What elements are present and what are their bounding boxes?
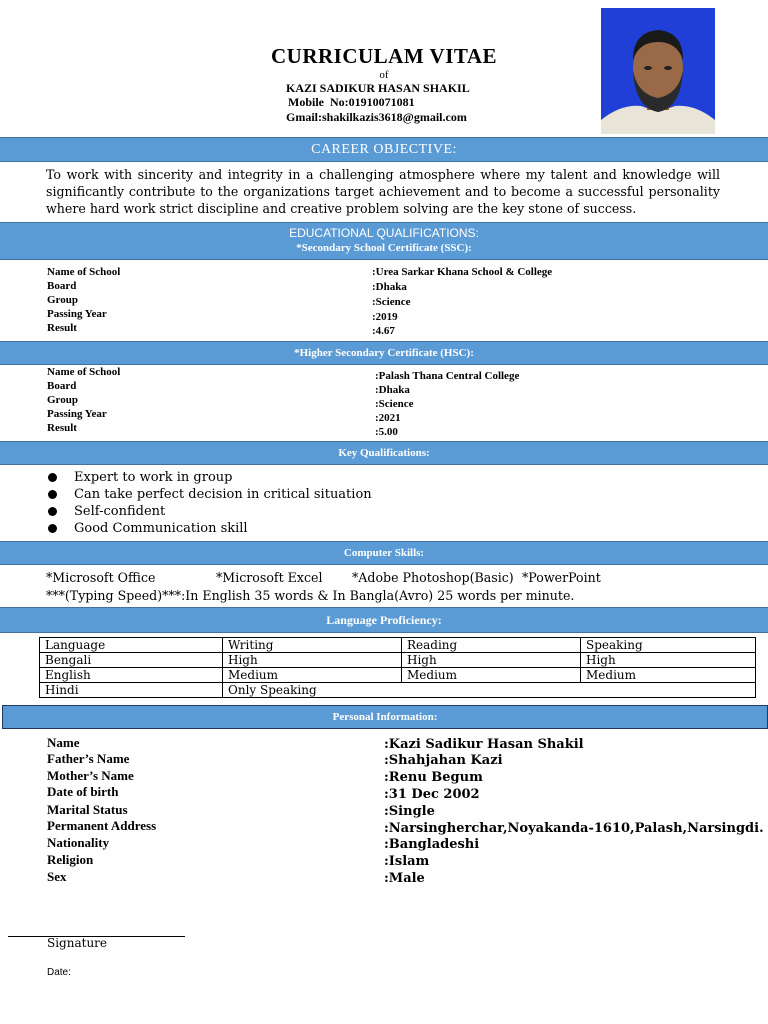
personal-value: :Single	[384, 804, 435, 819]
hsc-label-result: Result	[47, 422, 77, 434]
personal-label: Marital Status	[47, 802, 128, 817]
key-qualifications-list	[46, 469, 372, 537]
table-cell: Medium	[402, 668, 581, 683]
list-item-text: Can take perfect decision in critical situation	[74, 487, 372, 502]
hsc-label-year: Passing Year	[47, 408, 107, 420]
hsc-heading: *Higher Secondary Certificate (HSC):	[0, 341, 768, 365]
ssc-label-result: Result	[47, 322, 77, 334]
personal-label: Nationality	[47, 835, 110, 850]
list-item	[46, 503, 372, 520]
list-item	[46, 486, 372, 503]
list-item-text: Good Communication skill	[74, 521, 248, 536]
hsc-value-board: :Dhaka	[375, 384, 410, 396]
personal-value: :Male	[384, 871, 425, 886]
of-text: of	[379, 69, 389, 81]
personal-label: Name	[47, 735, 80, 750]
hsc-value-year: :2021	[375, 412, 401, 424]
table-header-row	[40, 638, 756, 653]
hsc-label-school: Name of School	[47, 366, 121, 378]
skill-item: *Adobe Photoshop(Basic)	[352, 570, 514, 585]
hsc-label-group: Group	[47, 394, 78, 406]
personal-info-heading: Personal Information:	[2, 705, 768, 729]
bullet-icon	[48, 473, 57, 482]
ssc-label-group: Group	[47, 294, 78, 306]
table-header-cell: Speaking	[581, 638, 756, 653]
personal-label: Mother’s Name	[47, 768, 134, 783]
key-qualifications-heading: Key Qualifications:	[0, 441, 768, 465]
ssc-value-group: :Science	[372, 296, 411, 308]
bullet-icon	[48, 524, 57, 533]
hsc-value-group: :Science	[375, 398, 414, 410]
skill-item: *Microsoft Office	[46, 570, 156, 585]
ssc-value-school: :Urea Sarkar Khana School & College	[372, 266, 553, 278]
personal-value: :Shahjahan Kazi	[384, 753, 503, 768]
profile-photo	[601, 8, 715, 134]
mobile-number: Mobile No:01910071081	[288, 95, 415, 109]
table-cell: Bengali	[40, 653, 223, 668]
table-cell: High	[223, 653, 402, 668]
hsc-label-board: Board	[47, 380, 77, 392]
date-label: Date:	[47, 967, 71, 978]
personal-value: :Renu Begum	[384, 770, 483, 785]
table-row	[40, 653, 756, 668]
personal-value: :Bangladeshi	[384, 837, 480, 852]
ssc-label-year: Passing Year	[47, 308, 107, 320]
language-heading: Language Proficiency:	[0, 607, 768, 633]
list-item-text: Self-confident	[74, 504, 166, 519]
list-item	[46, 469, 372, 486]
table-cell: Hindi	[40, 683, 223, 698]
table-cell: English	[40, 668, 223, 683]
ssc-label-board: Board	[47, 280, 77, 292]
ssc-value-board: :Dhaka	[372, 281, 407, 293]
table-cell: High	[402, 653, 581, 668]
personal-value: :Narsingherchar,Noyakanda-1610,Palash,Narsingdi.	[384, 821, 764, 836]
email-address: Gmail:shakilkazis3618@gmail.com	[286, 110, 467, 124]
candidate-name: KAZI SADIKUR HASAN SHAKIL	[286, 81, 470, 95]
table-cell: Medium	[581, 668, 756, 683]
language-table	[39, 637, 756, 698]
table-row	[40, 668, 756, 683]
hsc-value-result: :5.00	[375, 426, 398, 438]
skill-item: *PowerPoint	[522, 570, 601, 585]
cv-title: CURRICULAM VITAE	[271, 44, 497, 68]
table-header-cell: Reading	[402, 638, 581, 653]
list-item	[46, 520, 372, 537]
personal-label: Permanent Address	[47, 818, 157, 833]
personal-value: :Islam	[384, 854, 430, 869]
table-header-cell: Language	[40, 638, 223, 653]
table-cell: Only Speaking	[223, 683, 756, 698]
typing-speed: ***(Typing Speed)***:In English 35 words & In Bangla(Avro) 25 words per minute.	[46, 588, 575, 603]
education-heading	[0, 222, 768, 260]
career-objective-heading: CAREER OBJECTIVE:	[0, 137, 768, 162]
personal-value: :Kazi Sadikur Hasan Shakil	[384, 737, 584, 752]
hsc-value-school: :Palash Thana Central College	[375, 370, 520, 382]
ssc-value-result: :4.67	[372, 325, 395, 337]
personal-label: Religion	[47, 852, 94, 867]
computer-skills-heading: Computer Skills:	[0, 541, 768, 565]
signature-label: Signature	[47, 936, 108, 950]
ssc-value-year: :2019	[372, 311, 398, 323]
education-title: EDUCATIONAL QUALIFICATIONS:	[289, 226, 479, 240]
table-cell: High	[581, 653, 756, 668]
ssc-label-school: Name of School	[47, 266, 121, 278]
list-item-text: Expert to work in group	[74, 470, 233, 485]
table-cell: Medium	[223, 668, 402, 683]
skill-item: *Microsoft Excel	[216, 570, 323, 585]
personal-label: Sex	[47, 869, 67, 884]
career-objective-text: To work with sincerity and integrity in a challenging atmosphere where my talent and knowledge will significantly contribute to the organizations target achievement and to become a successful personality where hard work strict discipline and creative problem solving are the key stone of success.	[46, 167, 720, 216]
bullet-icon	[48, 507, 57, 516]
personal-label: Date of birth	[47, 784, 119, 799]
table-header-cell: Writing	[223, 638, 402, 653]
personal-label: Father’s Name	[47, 751, 130, 766]
personal-value: :31 Dec 2002	[384, 787, 480, 802]
bullet-icon	[48, 490, 57, 499]
ssc-heading: *Secondary School Certificate (SSC):	[296, 242, 472, 254]
table-row	[40, 683, 756, 698]
